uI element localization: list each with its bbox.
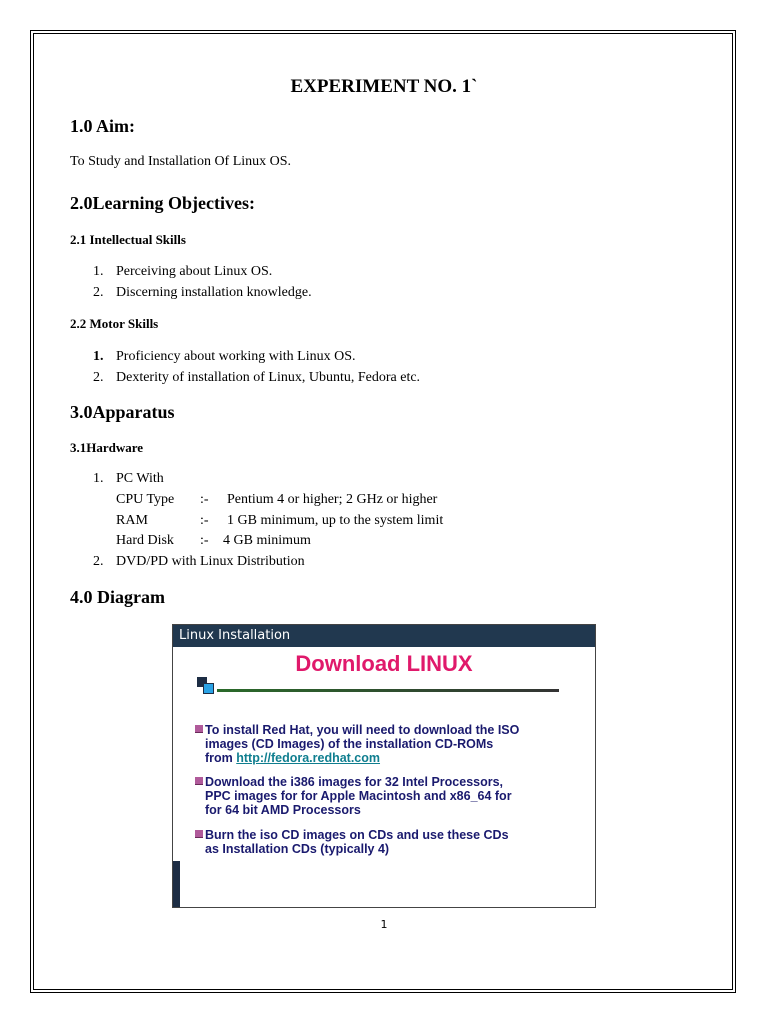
learning-objectives-heading: 2.0Learning Objectives: bbox=[70, 193, 255, 213]
bullet-icon bbox=[195, 830, 203, 838]
list-item: 2. Dexterity of installation of Linux, Ubuntu, Fedora etc. bbox=[93, 369, 421, 385]
hardware-heading: 3.1Hardware bbox=[70, 440, 144, 455]
bullet-icon bbox=[195, 777, 203, 785]
fedora-link[interactable]: http://fedora.redhat.com bbox=[236, 751, 381, 765]
motor-skills-list bbox=[93, 347, 421, 388]
aim-heading: 1.0 Aim: bbox=[70, 116, 135, 136]
page-number: 1 bbox=[380, 918, 388, 931]
aim-text: To Study and Installation Of Linux OS. bbox=[70, 154, 292, 169]
apparatus-heading: 3.0Apparatus bbox=[70, 402, 175, 422]
slide-bullet-1: To install Red Hat, you will need to download the ISO images (CD Images) of the installation CD-ROMs from http://fedora.redhat.com bbox=[195, 723, 519, 765]
slide-bullet-3: Burn the iso CD images on CDs and use these CDs as Installation CDs (typically 4) bbox=[195, 828, 509, 856]
list-item: 2. Discerning installation knowledge. bbox=[93, 284, 312, 300]
slide-header: Linux Installation bbox=[173, 625, 595, 647]
slide-title: Download LINUX bbox=[295, 651, 473, 676]
slide-bullet-2: Download the i386 images for 32 Intel Processors, PPC images for for Apple Macintosh and x86_64 for for 64 bit AMD Processors bbox=[195, 775, 512, 817]
motor-skills-heading: 2.2 Motor Skills bbox=[70, 316, 159, 331]
slide-title-rule bbox=[217, 689, 559, 692]
intellectual-skills-list bbox=[93, 262, 312, 303]
list-item: 1. Perceiving about Linux OS. bbox=[93, 264, 273, 279]
slide-side-bar bbox=[173, 647, 180, 907]
list-item: 1. Proficiency about working with Linux OS. bbox=[93, 349, 356, 364]
linux-installation-slide bbox=[172, 624, 596, 908]
intellectual-skills-heading: 2.1 Intellectual Skills bbox=[70, 232, 186, 247]
bullet-icon bbox=[195, 725, 203, 733]
page-title: EXPERIMENT NO. 1` bbox=[290, 76, 478, 97]
diagram-heading: 4.0 Diagram bbox=[70, 587, 165, 607]
slide-square-icon-overlay bbox=[203, 683, 214, 694]
